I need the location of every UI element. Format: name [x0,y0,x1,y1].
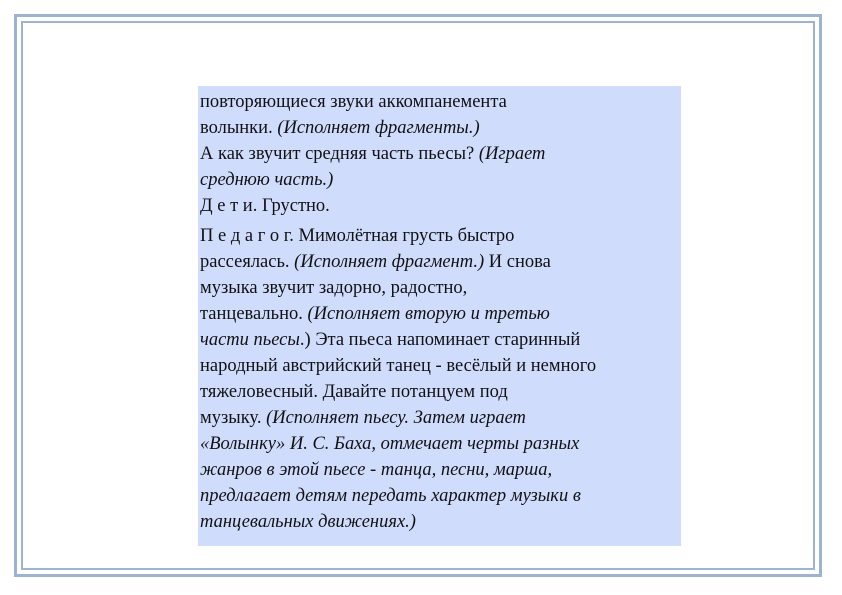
text-line [200,223,681,249]
text-line [200,89,681,115]
italic-segment: части пьесы [200,330,300,350]
text-line [200,301,681,327]
text-line [200,379,681,405]
text-line [200,141,681,167]
text-line [200,483,681,509]
text-line [200,249,681,275]
text-line [200,327,681,353]
text-line [200,193,681,219]
text-line [200,353,681,379]
text-line [200,405,681,431]
text-line [200,509,681,535]
paragraph [200,193,681,219]
text-segment: повторяющиеся звуки аккомпанемента [200,92,507,112]
text-segment: народный австрийский танец - весёлый и немного [200,356,597,376]
text-segment: .) Эта пьеса напоминает старинный [299,330,581,350]
text-segment: музыка звучит задорно, радостно, [200,278,468,298]
italic-segment: (Исполняет фрагменты.) [277,118,480,138]
text-line [200,275,681,301]
text-segment: А как звучит средняя часть пьесы? [200,144,479,164]
italic-segment: среднюю часть.) [200,170,334,190]
text-segment: танцевально. [200,304,308,324]
text-segment: И снова [484,252,551,272]
text-box [198,86,681,546]
text-segment: рассеялась. [200,252,295,272]
italic-segment: (Исполняет вторую и третью [307,304,550,324]
italic-segment: (Исполняет фрагмент.) [294,252,485,272]
paragraph [200,89,681,193]
italic-segment: жанров в этой пьесе - танца, песни, марша, [200,460,553,480]
text-segment: Д е т и. Грустно. [200,196,330,216]
italic-segment: (Играет [478,144,546,164]
italic-segment: предлагает детям передать характер музыки в [200,486,581,506]
italic-segment: танцевальных движениях.) [200,512,416,532]
text-line [200,431,681,457]
text-segment: музыку. [200,408,267,428]
text-line [200,167,681,193]
italic-segment: «Волынку» И. С. Баха, отмечает черты разных [200,434,580,454]
italic-segment: (Исполняет пьесу. Затем играет [266,408,526,428]
text-segment: тяжеловесный. Давайте потанцуем под [200,382,508,402]
text-segment: волынки. [200,118,278,138]
text-segment: П е д а г о г. Мимолётная грусть быстро [200,226,515,246]
text-line [200,457,681,483]
text-line [200,115,681,141]
paragraph [200,223,681,535]
